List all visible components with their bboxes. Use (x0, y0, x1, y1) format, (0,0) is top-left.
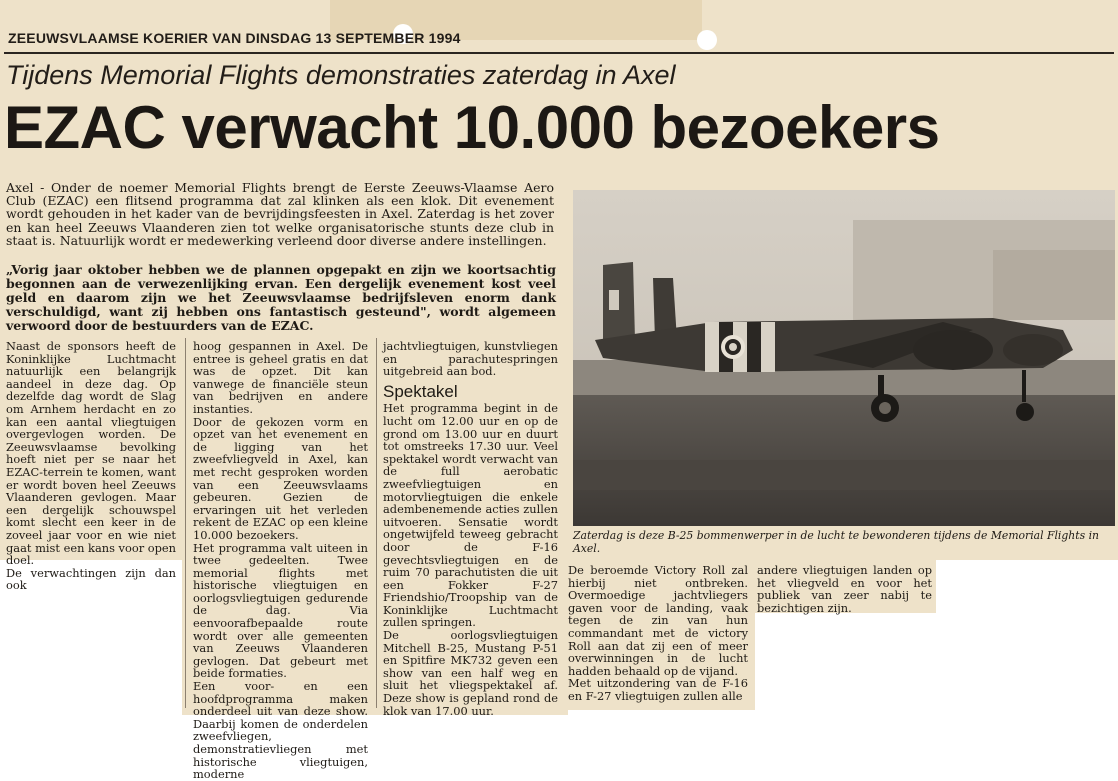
paragraph: De verwachtingen zijn dan ook (6, 565, 176, 593)
paragraph: Naast de sponsors heeft de Koninklijke Luchtmacht natuurlijk een belangrijk aandeel in deze dag. Op dezelfde dag wordt de Slag om Arnhem herdacht en zo kan een aantal vliegtuigen overgevlogen worden. De Zeeuwsvlaamse bevolking hoeft niet per se naar het EZAC-terrein te komen, want er wordt boven heel Zeeuws Vlaanderen gevlogen. Maar een dergelijk schouwspel komt slecht een keer in de zoveel jaar voor en wie niet gaat mist een kans voor open doel. (6, 339, 176, 568)
column-divider (376, 338, 377, 708)
kicker: Tijdens Memorial Flights demonstraties zaterdag in Axel (6, 60, 676, 90)
column-2 (193, 340, 368, 781)
column-3 (383, 340, 558, 717)
column-divider (185, 338, 186, 708)
paragraph: Het programma begint in de lucht om 12.00 uur en op de grond om 13.00 uur en duurt tot omstreeks 17.30 uur. Veel spektakel wordt verwacht van de full aerobatic zweefvliegtuigen en motorvliegtuigen die enkele adembenemende acties zullen uitvoeren. Sensatie wordt ongetwijfeld teweeg gebracht door de F-16 gevechtsvliegtuigen en de ruim 70 parachutisten die uit een Fokker F-27 Friendshio/Troopship van de Koninklijke Luchtmacht zullen springen. (383, 401, 558, 630)
photo-caption: Zaterdag is deze B-25 bommenwerper in de lucht te bewonderen tijdens de Memorial Flights in Axel. (573, 529, 1099, 555)
paragraph: Het programma valt uiteen in twee gedeelten. Twee memorial flights met historische vliegtuigen en oorlogsvliegtuigen gedurende de dag. Via eenvoorafbepaalde route wordt over alle gemeenten van Zeeuws Vlaanderen gevlogen. Dat gebeurt met beide formaties. (193, 540, 368, 681)
paragraph: hoog gespannen in Axel. De entree is geheel gratis en dat was de opzet. Dit kan vanwege de financiële steun van bedrijven en andere instanties. (193, 339, 368, 416)
column-4 (568, 564, 748, 703)
b25-photo (573, 190, 1115, 526)
quote-paragraph: „Vorig jaar oktober hebben we de plannen opgepakt en zijn we koortsachtig begonnen aan de verwezenlijking ervan. Een dergelijk evenement kost veel geld en daarom zijn we het Zeeuwsvlaamse bedrijfsleven enorm dank verschuldigd, want zij hebben ons fantastisch gesteund", wordt algemeen verwoord door de bestuurders van de EZAC. (6, 262, 556, 333)
paragraph: andere vliegtuigen landen op het vliegveld en voor het publiek van zeer nabij te bezichtigen zijn. (757, 563, 932, 615)
paragraph: De beroemde Victory Roll zal hierbij niet ontbreken. Overmoedige jachtvliegers gaven voor de landing, vaak tegen de zin van hun commandant met de victory Roll aan dat zij een of meer overwinningen in de lucht hadden behaald op de vijand. (568, 563, 748, 678)
punch-hole-right (697, 30, 717, 50)
paragraph: Door de gekozen vorm en opzet van het evenement en de ligging van het zweefvliegveld in Axel, kan met recht gesproken worden van een Zeeuwsvlaams gebeuren. Gezien de ervaringen uit het verleden rekent de EZAC op een kleine 10.000 bezoekers. (193, 414, 368, 542)
paragraph: Met uitzondering van de F-16 en F-27 vliegtuigen zullen alle (568, 676, 748, 703)
paragraph: Een voor- en een hoofdprogramma maken onderdeel uit van deze show. Daarbij komen de onderdelen zweefvliegen, demonstratievliegen met historische vliegtuigen, moderne (193, 679, 368, 781)
masthead-rule (4, 52, 1114, 54)
masthead: ZEEUWSVLAAMSE KOERIER VAN DINSDAG 13 SEPTEMBER 1994 (8, 30, 461, 46)
paragraph: De oorlogsvliegtuigen Mitchell B-25, Mustang P-51 en Spitfire MK732 geven een show van een half weg en sluit het vliegspektakel af. Deze show is gepland rond de klok van 17.00 uur. (383, 628, 558, 718)
bomber-image (573, 190, 1115, 526)
intro-paragraph: Axel - Onder de noemer Memorial Flights brengt de Eerste Zeeuws-Vlaamse Aero Club (EZAC) een flitsend programma dat zal klinken als een klok. Dit evenement wordt gehouden in het kader van de bevrijdingsfeesten in Axel. Zaterdag is het zover en kan heel Zeeuws Vlaanderen zien tot welke organisatorische stunts deze club in staat is. Natuurlijk wordt er medewerking verleend door diverse andere instellingen. (6, 180, 554, 248)
paragraph: jachtvliegtuigen, kunstvliegen en parachutespringen uitgebreid aan bod. (383, 339, 558, 379)
column-5 (757, 564, 932, 614)
column-1 (6, 340, 176, 592)
subheading: Spektakel (383, 381, 458, 401)
headline: EZAC verwacht 10.000 bezoekers (4, 94, 940, 161)
